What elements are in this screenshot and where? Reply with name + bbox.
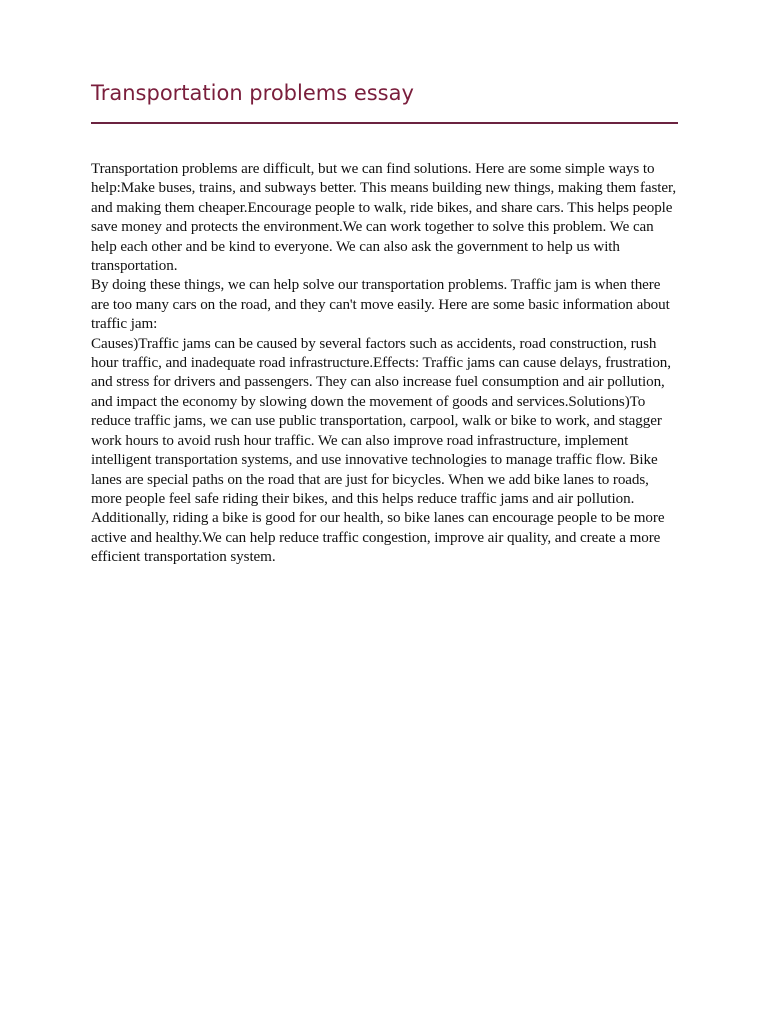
paragraph-intro: Transportation problems are difficult, but we can find solutions. Here are some simple ways to help:Make buses, trains, and subways better. This means building new things, making them faster, and making them cheaper.Encourage people to walk, ride bikes, and share cars. This helps people save money and protects the environment.We can work together to solve this problem. We can help each other and be kind to everyone. We can also ask the government to help us with transportation. [91,161,677,275]
title-divider [91,122,678,124]
paragraph-causes-effects-solutions: Causes)Traffic jams can be caused by several factors such as accidents, road construction, rush hour traffic, and inadequate road infrastructure.Effects: Traffic jams can cause delays, frustration, and stress for drivers and passengers. They can also increase fuel consumption and air pollution, and impact the economy by slowing down the movement of goods and services.Solutions)To reduce traffic jams, we can use public transportation, carpool, walk or bike to work, and stagger work hours to avoid rush hour traffic. We can also improve road infrastructure, implement intelligent transportation systems, and use innovative technologies to manage traffic flow. Bike lanes are special paths on the road that are just for bicycles. When we add bike lanes to roads, more people feel safe riding their bikes, and this helps reduce traffic jams and air pollution. Additionally, riding a bike is good for our health, so bike lanes can encourage people to be more active and healthy.We can help reduce traffic congestion, improve air quality, and create a more efficient transportation system. [91,335,671,566]
paragraph-traffic-jam: By doing these things, we can help solve our transportation problems. Traffic jam is when there are too many cars on the road, and they can't move easily. Here are some basic information about traffic jam: [91,277,670,333]
page-title: Transportation problems essay [91,81,414,105]
essay-body [91,160,678,568]
